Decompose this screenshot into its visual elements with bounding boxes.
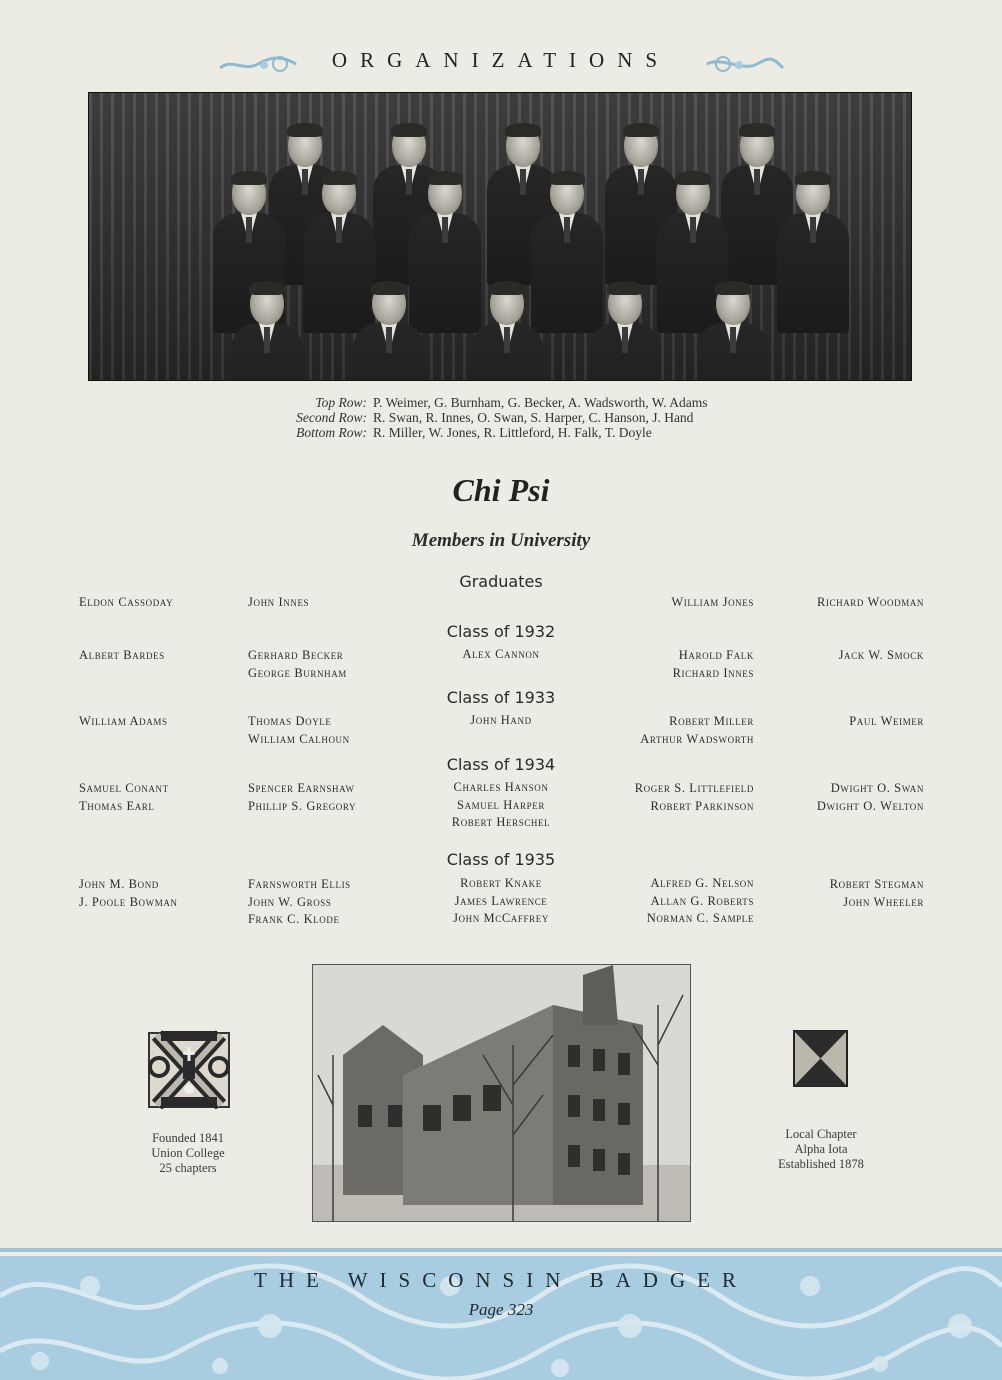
member-name: Robert Miller	[669, 714, 754, 728]
caption-row-label: Second Row:	[296, 410, 367, 425]
member-name: William Calhoun	[248, 731, 350, 746]
member-name: Charles Hanson	[453, 780, 549, 794]
member-name: Harold Falk	[678, 648, 754, 662]
name-column	[411, 875, 591, 928]
caption-row-names: R. Swan, R. Innes, O. Swan, S. Harper, C. Hanson, J. Hand	[373, 410, 694, 425]
member-name: Roger S. Littlefield	[634, 781, 754, 795]
member-name: Richard Innes	[672, 665, 754, 680]
founded-line: 25 chapters	[159, 1161, 217, 1175]
chapter-note-line: Alpha Iota	[794, 1142, 848, 1156]
name-column	[584, 594, 754, 612]
group-photo	[88, 92, 912, 381]
member-name: Robert Parkinson	[650, 798, 754, 813]
name-column	[584, 780, 754, 815]
name-column	[584, 647, 754, 682]
name-column	[79, 594, 249, 612]
right-scroll-ornament	[705, 52, 785, 76]
member-name: John Wheeler	[843, 894, 924, 909]
caption-row-names: P. Weimer, G. Burnham, G. Becker, A. Wadsworth, W. Adams	[373, 395, 708, 410]
member-name: Dwight O. Swan	[830, 781, 924, 795]
name-column	[754, 713, 924, 731]
member-name: Arthur Wadsworth	[640, 731, 754, 746]
chapter-note-line: Established 1878	[778, 1157, 864, 1171]
member-name: Albert Bardes	[79, 648, 165, 662]
name-column	[754, 876, 924, 911]
name-column	[584, 875, 754, 928]
name-column	[79, 647, 249, 665]
member-name: Allan G. Roberts	[650, 893, 754, 908]
name-column	[248, 594, 418, 612]
chapter-pin-icon	[793, 1030, 848, 1087]
name-column	[411, 779, 591, 832]
section-title: ORGANIZATIONS	[331, 48, 671, 72]
caption-row	[0, 425, 1002, 440]
class-heading: Class of 1932	[446, 622, 556, 641]
member-name: Robert Knake	[460, 876, 542, 890]
member-name: William Jones	[671, 595, 754, 609]
member-name: Thomas Earl	[79, 798, 155, 813]
footer-rule	[0, 1248, 1002, 1252]
founded-line: Union College	[151, 1146, 225, 1160]
local-chapter-note	[750, 1127, 892, 1172]
name-column	[754, 647, 924, 665]
member-name: Robert Stegman	[829, 877, 924, 891]
fraternity-crest-icon	[147, 1027, 231, 1109]
caption-row	[0, 410, 1002, 425]
page-number: Page 323	[468, 1300, 534, 1319]
member-name: John M. Bond	[79, 877, 159, 891]
photo-caption	[0, 395, 1002, 440]
name-column	[79, 780, 249, 815]
name-column	[248, 713, 418, 748]
founded-note	[120, 1131, 256, 1176]
chapter-house-photo	[312, 964, 691, 1222]
footer-title: THE WISCONSIN BADGER	[254, 1268, 748, 1292]
graduates-heading: Graduates	[459, 572, 543, 591]
member-name: John W. Gross	[248, 894, 332, 909]
name-column	[411, 646, 591, 664]
member-name: Alfred G. Nelson	[650, 876, 754, 890]
name-column	[248, 780, 418, 815]
member-name: Spencer Earnshaw	[248, 781, 355, 795]
member-name: Alex Cannon	[462, 647, 540, 661]
caption-row-label: Top Row:	[315, 395, 367, 410]
member-name: Thomas Doyle	[248, 714, 332, 728]
caption-row-names: R. Miller, W. Jones, R. Littleford, H. Falk, T. Doyle	[373, 425, 652, 440]
member-name: Samuel Conant	[79, 781, 169, 795]
member-name: James Lawrence	[454, 893, 548, 908]
member-name: Farnsworth Ellis	[248, 877, 351, 891]
member-name: Phillip S. Gregory	[248, 798, 357, 813]
member-name: John McCaffrey	[453, 911, 549, 925]
member-name: J. Poole Bowman	[79, 894, 178, 909]
class-heading: Class of 1933	[446, 688, 556, 707]
caption-row	[0, 395, 1002, 410]
name-column	[248, 876, 418, 929]
caption-row-label: Bottom Row:	[296, 425, 367, 440]
name-column	[754, 780, 924, 815]
member-name: Samuel Harper	[457, 797, 545, 812]
name-column	[411, 712, 591, 730]
name-column	[584, 713, 754, 748]
member-name: John Innes	[248, 595, 310, 609]
member-name: Norman C. Sample	[646, 911, 754, 925]
member-name: Eldon Cassoday	[79, 595, 174, 609]
chapter-name: Chi Psi	[452, 472, 550, 508]
class-heading: Class of 1935	[446, 850, 556, 869]
name-column	[754, 594, 924, 612]
member-name: George Burnham	[248, 665, 347, 680]
member-name: Dwight O. Welton	[816, 798, 924, 813]
name-column	[248, 647, 418, 682]
member-name: Gerhard Becker	[248, 648, 344, 662]
member-name: William Adams	[79, 714, 168, 728]
member-name: Richard Woodman	[816, 595, 924, 609]
member-name: John Hand	[470, 713, 532, 727]
member-name: Frank C. Klode	[248, 912, 340, 926]
name-column	[79, 713, 249, 731]
class-heading: Class of 1934	[446, 755, 556, 774]
member-name: Jack W. Smock	[838, 648, 924, 662]
chapter-note-line: Local Chapter	[785, 1127, 857, 1141]
founded-line: Founded 1841	[152, 1131, 224, 1145]
name-column	[79, 876, 249, 911]
members-subtitle: Members in University	[411, 530, 591, 551]
member-name: Robert Herschel	[451, 815, 551, 829]
member-name: Paul Weimer	[849, 714, 924, 728]
